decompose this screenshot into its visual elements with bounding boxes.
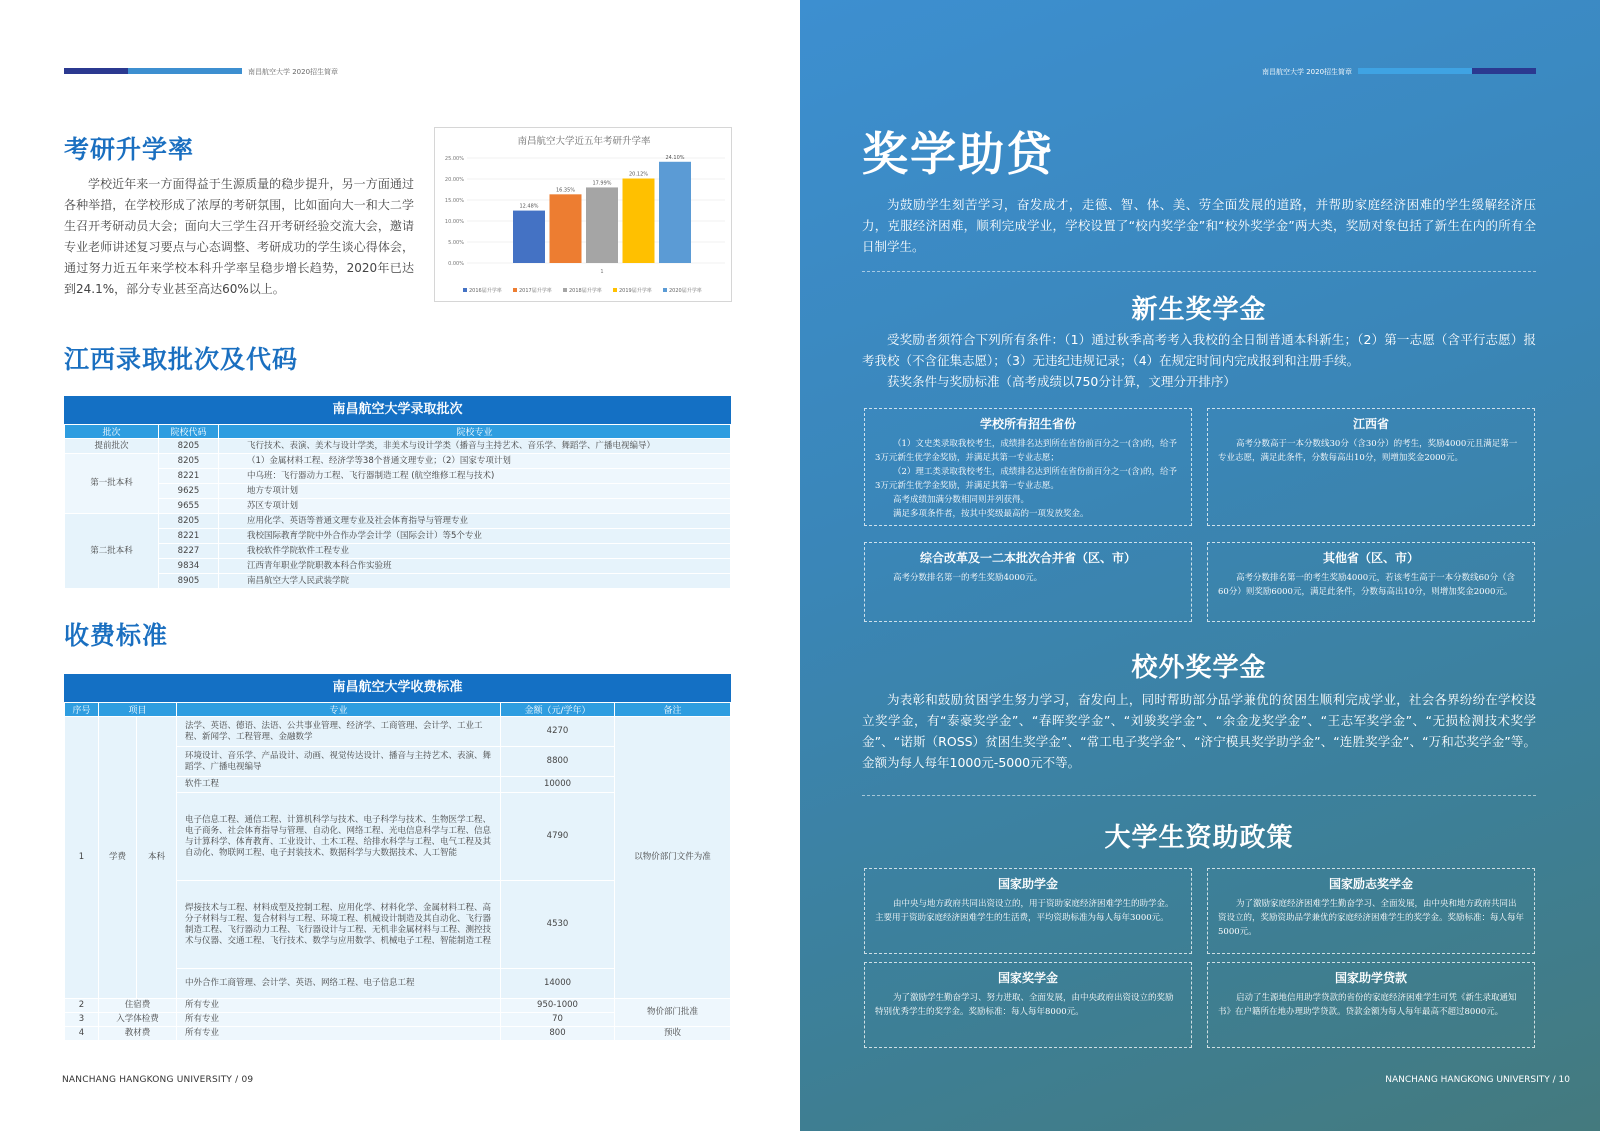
box-title: 学校所有招生省份 — [979, 417, 1076, 431]
amount-cell: 14000 — [501, 969, 615, 999]
chart-bar — [550, 194, 582, 263]
xinsheng-box-reform — [864, 542, 1192, 622]
divider — [862, 795, 1536, 796]
major-cell: 我校软件学院软件工程专业 — [219, 544, 731, 559]
fee-header-note: 备注 — [615, 703, 731, 717]
zizhu-box-lizhi — [1207, 868, 1535, 954]
box-title: 综合改革及一二本批次合并省（区、市） — [919, 551, 1136, 565]
chart-legend-label: 2019届升学率 — [619, 288, 652, 294]
fee-title: 收费标准 — [64, 621, 169, 650]
code-cell: 8221 — [159, 469, 219, 484]
table-row — [65, 469, 731, 484]
batch-cell: 提前批次 — [65, 439, 159, 454]
major-cell: 所有专业 — [177, 999, 501, 1013]
amount-cell: 950-1000 — [501, 999, 615, 1013]
major-cell: 所有专业 — [177, 1013, 501, 1027]
chart-ytick-label: 20.00% — [444, 177, 464, 183]
box-title: 江西省 — [1352, 417, 1389, 431]
amount-cell: 800 — [501, 1027, 615, 1041]
code-cell: 8205 — [159, 454, 219, 469]
major-cell: 江西青年职业学院职教本科合作实验班 — [219, 559, 731, 574]
table-row — [65, 529, 731, 544]
chart-bar — [659, 162, 691, 263]
table-row — [65, 514, 731, 529]
note-cell: 物价部门批准 — [615, 999, 731, 1027]
jiangxue-intro: 为鼓励学生刻苦学习，奋发成才，走德、智、体、美、劳全面发展的道路，并帮助家庭经济困难的学生缓解经济压力，克服经济困难，顺利完成学业，学校设置了“校内奖学金”和“校外奖学金”两大类，奖励对象包括了新生在内的所有全日制学生。 — [862, 197, 1536, 254]
header-bar-light — [128, 68, 242, 74]
amount-cell: 4790 — [501, 793, 615, 881]
box-line: （2）理工类录取我校考生，成绩排名达到所在省份前百分之一(含)的，给予3万元新生优学金奖励，并满足其第一专业志愿。 — [875, 467, 1178, 491]
no-cell: 2 — [65, 999, 99, 1013]
chart-legend-swatch — [513, 288, 517, 292]
box-line: 为了激励家庭经济困难学生勤奋学习、全面发展，由中央和地方政府共同出资设立的，奖励资助品学兼优的家庭经济困难学生的奖学金。奖励标准：每人每年5000元。 — [1218, 899, 1525, 937]
chart-legend-label: 2020届升学率 — [669, 288, 702, 294]
box-line: 高考成绩加满分数相同则并列获得。 — [893, 495, 1030, 505]
box-line: 为了激励学生勤奋学习、努力进取、全面发展，由中央政府出资设立的奖励特别优秀学生的奖学金。奖励标准：每人每年8000元。 — [875, 993, 1174, 1017]
chart-title: 南昌航空大学近五年考研升学率 — [517, 136, 651, 147]
major-cell: 环境设计、音乐学、产品设计、动画、视觉传达设计、播音与主持艺术、表演、舞蹈学、广播电视编导 — [177, 747, 501, 777]
item-cell: 教材费 — [99, 1027, 177, 1041]
chart-ytick-label: 25.00% — [444, 156, 464, 162]
major-cell: 中外合作工商管理、会计学、英语、网络工程、电子信息工程 — [177, 969, 501, 999]
xiaowai-title: 校外奖学金 — [1131, 653, 1267, 683]
no-cell: 1 — [65, 717, 99, 999]
header-bar-dark — [1472, 68, 1536, 74]
box-line: 由中央与地方政府共同出资设立的，用于资助家庭经济困难学生的助学金。主要用于资助家庭经济困难学生的生活费，平均资助标准为每人每年3000元。 — [875, 899, 1174, 923]
box-line: 高考分数排名第一的考生奖励4000元。 — [893, 573, 1043, 583]
header-text-left: 南昌航空大学 2020招生简章 — [248, 68, 339, 76]
major-cell: 电子信息工程、通信工程、计算机科学与技术、电子科学与技术、生物医学工程、电子商务、社会体育指导与管理、自动化、网络工程、光电信息科学与工程、信息与计算科学、体育教育、工业设计、土木工程、给排水科学与工程、电气工程及其自动化、物联网工程、电子封装技术、数据科学与大数据技术、人工智能 — [177, 793, 501, 881]
box-title: 其他省（区、市） — [1322, 551, 1419, 565]
chart-data-label: 20.12% — [628, 171, 649, 178]
major-cell: 焊接技术与工程、材料成型及控制工程、应用化学、材料化学、金属材料工程、高分子材料与工程、复合材料与工程、环境工程、机械设计制造及其自动化、飞行器制造工程、飞行器动力工程、飞行器设计与工程、无机非金属材料与工程、测控技术与仪器、交通工程、飞行技术、数学与应用数学、机械电子工程、智能制造工程 — [177, 881, 501, 969]
item-cell: 学费 — [99, 717, 137, 999]
box-line: （1）文史类录取我校考生，成绩排名达到所在省份前百分之一(含)的，给予3万元新生优学金奖励，并满足其第一专业志愿； — [875, 439, 1178, 463]
code-cell: 8205 — [159, 439, 219, 454]
table-row — [65, 999, 731, 1013]
table-row — [65, 499, 731, 514]
header-bar-light — [1358, 68, 1472, 74]
chart-xtick-label: 1 — [600, 269, 604, 275]
fee-header-no: 序号 — [65, 703, 99, 717]
table-row — [65, 439, 731, 454]
luqu-header-code: 院校代码 — [159, 425, 219, 439]
table-row — [65, 1027, 731, 1041]
major-cell: 飞行技术、表演、美术与设计学类，非美术与设计学类（播音与主持艺术、音乐学、舞蹈学、广播电视编导） — [219, 439, 731, 454]
chart-legend-label: 2017届升学率 — [519, 288, 552, 294]
amount-cell: 70 — [501, 1013, 615, 1027]
xinsheng-box-all — [864, 408, 1192, 526]
luqu-header-batch: 批次 — [65, 425, 159, 439]
chart-data-label: 12.48% — [519, 203, 539, 210]
zizhu-box-zhuxuejin — [864, 868, 1192, 954]
luqu-table — [64, 396, 731, 589]
batch-cell: 第一批本科 — [65, 454, 159, 514]
header-text-right: 南昌航空大学 2020招生简章 — [1262, 68, 1353, 76]
major-cell: 中乌班：飞行器动力工程、飞行器制造工程 (航空维修工程与技术) — [219, 469, 731, 484]
chart-ytick-label: 10.00% — [444, 219, 464, 225]
level-cell: 本科 — [137, 717, 177, 999]
code-cell: 8905 — [159, 574, 219, 589]
footer-right: NANCHANG HANGKONG UNIVERSITY / 10 — [1385, 1075, 1570, 1085]
code-cell: 8221 — [159, 529, 219, 544]
table-row — [65, 484, 731, 499]
item-cell: 入学体检费 — [99, 1013, 177, 1027]
box-line: 启动了生源地信用助学贷款的省份的家庭经济困难学生可凭《新生录取通知书》在户籍所在地办理助学贷款。贷款金额为每人每年最高不超过8000元。 — [1218, 993, 1517, 1017]
major-cell: 我校国际教育学院中外合作办学会计学（国际会计）等5个专业 — [219, 529, 731, 544]
kaoyan-chart — [434, 127, 732, 302]
xiaowai-text: 为表彰和鼓励贫困学生努力学习，奋发向上，同时帮助部分品学兼优的贫困生顺利完成学业，社会各界纷纷在学校设立奖学金，有“泰豪奖学金”、“春晖奖学金”、“刘骏奖学金”、“余金龙奖学金”、“王志军奖学金”、“无损检测技术奖学金”、“诺斯（ROSS）贫困生奖学金”、“常工电子奖学金”、“济宁模具奖学助学金”、“连胜奖学金”、“万和芯奖学金”等。金额为每人每年1000元-5000元不等。 — [862, 692, 1536, 770]
note-cell: 以物价部门文件为准 — [615, 717, 731, 999]
luqu-table-title: 南昌航空大学录取批次 — [64, 396, 731, 424]
header-bar-dark — [64, 68, 128, 74]
major-cell: 南昌航空大学人民武装学院 — [219, 574, 731, 589]
code-cell: 9834 — [159, 559, 219, 574]
divider — [862, 271, 1536, 272]
zizhu-title: 大学生资助政策 — [1104, 823, 1294, 853]
box-line: 满足多项条件者，按其中奖级最高的一项发放奖金。 — [893, 509, 1089, 519]
xinsheng-box-other — [1207, 542, 1535, 622]
table-row — [65, 559, 731, 574]
major-cell: （1）金属材料工程、经济学等38个普通文理专业；（2）国家专项计划 — [219, 454, 731, 469]
chart-ytick-label: 5.00% — [448, 240, 464, 246]
fee-table-grid — [64, 702, 731, 1041]
box-title: 国家助学贷款 — [1334, 971, 1407, 985]
chart-legend-label: 2016届升学率 — [469, 288, 502, 294]
item-cell: 住宿费 — [99, 999, 177, 1013]
chart-legend-swatch — [463, 288, 467, 292]
xinsheng-title: 新生奖学金 — [1131, 295, 1267, 325]
box-title: 国家奖学金 — [997, 971, 1058, 985]
zizhu-box-jiangxuejin — [864, 962, 1192, 1048]
amount-cell: 8800 — [501, 747, 615, 777]
code-cell: 9625 — [159, 484, 219, 499]
no-cell: 4 — [65, 1027, 99, 1041]
table-row — [65, 544, 731, 559]
jiangxue-title: 奖学助贷 — [862, 127, 1054, 181]
chart-data-label: 16.35% — [555, 187, 576, 194]
zizhu-box-daikuan — [1207, 962, 1535, 1048]
chart-bar — [586, 187, 618, 263]
xinsheng-box-jiangxi — [1207, 408, 1535, 526]
chart-data-label: 17.99% — [592, 180, 612, 187]
fee-header-major: 专业 — [177, 703, 501, 717]
chart-bar — [623, 178, 655, 263]
table-row — [65, 454, 731, 469]
amount-cell: 10000 — [501, 777, 615, 793]
batch-cell: 第二批本科 — [65, 514, 159, 589]
code-cell: 9655 — [159, 499, 219, 514]
box-line: 高考分数排名第一的考生奖励4000元，若该考生高于一本分数线60分（含60分）则奖励6000元，满足此条件，分数每高出10分，则增加奖金2000元。 — [1218, 573, 1515, 597]
fee-header-amount: 金额（元/学年） — [501, 703, 615, 717]
chart-bar — [513, 211, 545, 263]
box-title: 国家励志奖学金 — [1328, 877, 1413, 891]
fee-table-title: 南昌航空大学收费标准 — [64, 674, 731, 702]
kaoyan-title: 考研升学率 — [64, 135, 195, 164]
chart-ytick-label: 0.00% — [448, 261, 464, 267]
box-line: 高考分数高于一本分数线30分（含30分）的考生，奖励4000元且满足第一专业志愿，满足此条件，分数每高出10分，则增加奖金2000元。 — [1218, 439, 1518, 463]
major-cell: 应用化学、英语等普通文理专业及社会体育指导与管理专业 — [219, 514, 731, 529]
chart-legend-swatch — [663, 288, 667, 292]
xinsheng-text: 受奖励者须符合下列所有条件：（1）通过秋季高考考入我校的全日制普通本科新生；（2）第一志愿（含平行志愿）报考我校（不含征集志愿）；（3）无违纪违规记录；（4）在规定时间内完成报到和注册手续。 — [862, 332, 1536, 368]
amount-cell: 4270 — [501, 717, 615, 747]
amount-cell: 4530 — [501, 881, 615, 969]
table-row — [65, 574, 731, 589]
major-cell: 法学、英语、德语、法语、公共事业管理、经济学、工商管理、会计学、工业工程、新闻学、工程管理、金融数学 — [177, 717, 501, 747]
no-cell: 3 — [65, 1013, 99, 1027]
kaoyan-chart-svg — [435, 128, 733, 303]
note-cell: 预收 — [615, 1027, 731, 1041]
chart-legend-swatch — [563, 288, 567, 292]
major-cell: 苏区专项计划 — [219, 499, 731, 514]
chart-legend-label: 2018届升学率 — [569, 288, 602, 294]
box-title: 国家助学金 — [997, 877, 1058, 891]
chart-ytick-label: 15.00% — [444, 198, 464, 204]
code-cell: 8227 — [159, 544, 219, 559]
major-cell: 所有专业 — [177, 1027, 501, 1041]
fee-table — [64, 674, 731, 1041]
luqu-table-grid — [64, 424, 731, 589]
fee-header-item: 项目 — [99, 703, 177, 717]
chart-legend-swatch — [613, 288, 617, 292]
chart-data-label: 24.10% — [665, 154, 685, 161]
xinsheng-criteria: 获奖条件与奖励标准（高考成绩以750分计算，文理分开排序） — [887, 374, 1236, 389]
table-row — [65, 717, 731, 747]
footer-left: NANCHANG HANGKONG UNIVERSITY / 09 — [62, 1075, 254, 1085]
kaoyan-text: 学校近年来一方面得益于生源质量的稳步提升，另一方面通过各种举措，在学校形成了浓厚的考研氛围，比如面向大一和大二学生召开考研动员大会；面向大三学生召开考研经验交流大会，邀请专业老师讲述复习要点与心态调整、考研成功的学生谈心得体会，通过努力近五年来学校本科升学率呈稳步增长趋势，2020年已达到24.1%，部分专业甚至高达60%以上。 — [64, 177, 414, 296]
luqu-title: 江西录取批次及代码 — [64, 345, 299, 374]
code-cell: 8205 — [159, 514, 219, 529]
luqu-header-major: 院校专业 — [219, 425, 731, 439]
major-cell: 软件工程 — [177, 777, 501, 793]
major-cell: 地方专项计划 — [219, 484, 731, 499]
